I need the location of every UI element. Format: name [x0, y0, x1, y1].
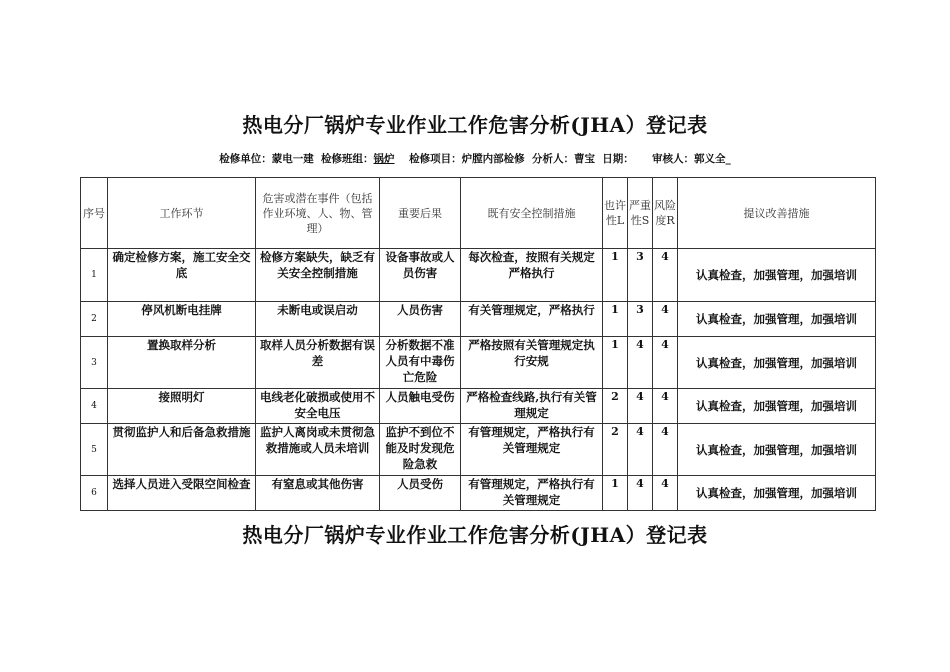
cell-severity: 3: [628, 302, 653, 337]
document-title: 热电分厂锅炉专业作业工作危害分析(JHA）登记表: [242, 113, 708, 137]
jha-table: [80, 177, 876, 511]
cell-consequence: 人员受伤: [380, 476, 461, 511]
cell-risk: 4: [653, 476, 678, 511]
cell-severity: 4: [628, 424, 653, 476]
table-row: [81, 424, 876, 476]
cell-improve: 认真检查，加强管理，加强培训: [678, 337, 876, 389]
cell-controls: 有管理规定，严格执行有关管理规定: [461, 476, 603, 511]
cell-step: 置换取样分析: [108, 337, 256, 389]
header-risk: 风险度R: [653, 178, 678, 249]
table-row: [81, 476, 876, 511]
cell-hazard: 检修方案缺失，缺乏有关安全控制措施: [256, 249, 380, 302]
cell-severity: 4: [628, 389, 653, 424]
project-value: 炉膛内部检修: [461, 153, 525, 165]
cell-consequence: 人员伤害: [380, 302, 461, 337]
cell-seq: 5: [81, 424, 108, 476]
header-consequence: 重要后果: [380, 178, 461, 249]
header-likelihood: 也许性L: [603, 178, 628, 249]
cell-step: 确定检修方案，施工安全交底: [108, 249, 256, 302]
reviewer-label: 审核人：: [652, 153, 695, 165]
table-row: [81, 337, 876, 389]
header-severity: 严重性S: [628, 178, 653, 249]
cell-consequence: 分析数据不准人员有中毒伤亡危险: [380, 337, 461, 389]
date-label: 日期：: [602, 153, 634, 165]
cell-likelihood: 1: [603, 249, 628, 302]
cell-controls: 每次检查，按照有关规定严格执行: [461, 249, 603, 302]
cell-seq: 1: [81, 249, 108, 302]
cell-controls: 有关管理规定，严格执行: [461, 302, 603, 337]
cell-likelihood: 2: [603, 424, 628, 476]
cell-risk: 4: [653, 389, 678, 424]
team-value: 锅炉: [373, 153, 395, 165]
cell-controls: 有管理规定，严格执行有关管理规定: [461, 424, 603, 476]
header-seq: 序号: [81, 178, 108, 249]
cell-step: 贯彻监护人和后备急救措施: [108, 424, 256, 476]
project-label: 检修项目：: [409, 153, 462, 165]
cell-likelihood: 2: [603, 389, 628, 424]
cell-consequence: 人员触电受伤: [380, 389, 461, 424]
cell-controls: 严格检查线路,执行有关管理规定: [461, 389, 603, 424]
header-step: 工作环节: [108, 178, 256, 249]
cell-improve: 认真检查，加强管理，加强培训: [678, 424, 876, 476]
cell-severity: 4: [628, 337, 653, 389]
cell-likelihood: 1: [603, 302, 628, 337]
cell-improve: 认真检查，加强管理，加强培训: [678, 249, 876, 302]
cell-severity: 4: [628, 476, 653, 511]
header-improve: 提议改善措施: [678, 178, 876, 249]
table-row: [81, 249, 876, 302]
document-title-repeated: 热电分厂锅炉专业作业工作危害分析(JHA）登记表: [242, 523, 708, 547]
header-hazard: 危害或潜在事件（包括作业环境、人、物、管理）: [256, 178, 380, 249]
analyst-value: 曹宝: [573, 153, 595, 165]
table-header-row: [81, 178, 876, 249]
cell-consequence: 监护不到位不能及时发现危险急救: [380, 424, 461, 476]
reviewer-value: 郭义全_: [694, 153, 731, 165]
cell-risk: 4: [653, 249, 678, 302]
cell-step: 接照明灯: [108, 389, 256, 424]
cell-improve: 认真检查，加强管理，加强培训: [678, 302, 876, 337]
cell-severity: 3: [628, 249, 653, 302]
cell-risk: 4: [653, 424, 678, 476]
cell-seq: 4: [81, 389, 108, 424]
analyst-label: 分析人：: [531, 153, 574, 165]
cell-improve: 认真检查，加强管理，加强培训: [678, 389, 876, 424]
unit-value: 蒙电一建: [271, 153, 314, 165]
cell-hazard: 取样人员分析数据有误差: [256, 337, 380, 389]
unit-label: 检修单位：: [219, 153, 272, 165]
cell-risk: 4: [653, 337, 678, 389]
table-row: [81, 302, 876, 337]
cell-seq: 6: [81, 476, 108, 511]
header-controls: 既有安全控制措施: [461, 178, 603, 249]
cell-hazard: 未断电或误启动: [256, 302, 380, 337]
cell-consequence: 设备事故或人员伤害: [380, 249, 461, 302]
team-label: 检修班组：: [321, 153, 374, 165]
cell-step: 停风机断电挂牌: [108, 302, 256, 337]
cell-likelihood: 1: [603, 476, 628, 511]
cell-risk: 4: [653, 302, 678, 337]
cell-likelihood: 1: [603, 337, 628, 389]
cell-hazard: 有窒息或其他伤害: [256, 476, 380, 511]
cell-improve: 认真检查，加强管理，加强培训: [678, 476, 876, 511]
cell-step: 选择人员进入受限空间检查: [108, 476, 256, 511]
cell-hazard: 监护人离岗或未贯彻急救措施或人员未培训: [256, 424, 380, 476]
inspection-info-line: [0, 151, 950, 167]
cell-seq: 2: [81, 302, 108, 337]
cell-hazard: 电线老化破损或使用不安全电压: [256, 389, 380, 424]
table-row: [81, 389, 876, 424]
cell-seq: 3: [81, 337, 108, 389]
cell-controls: 严格按照有关管理规定执行安规: [461, 337, 603, 389]
